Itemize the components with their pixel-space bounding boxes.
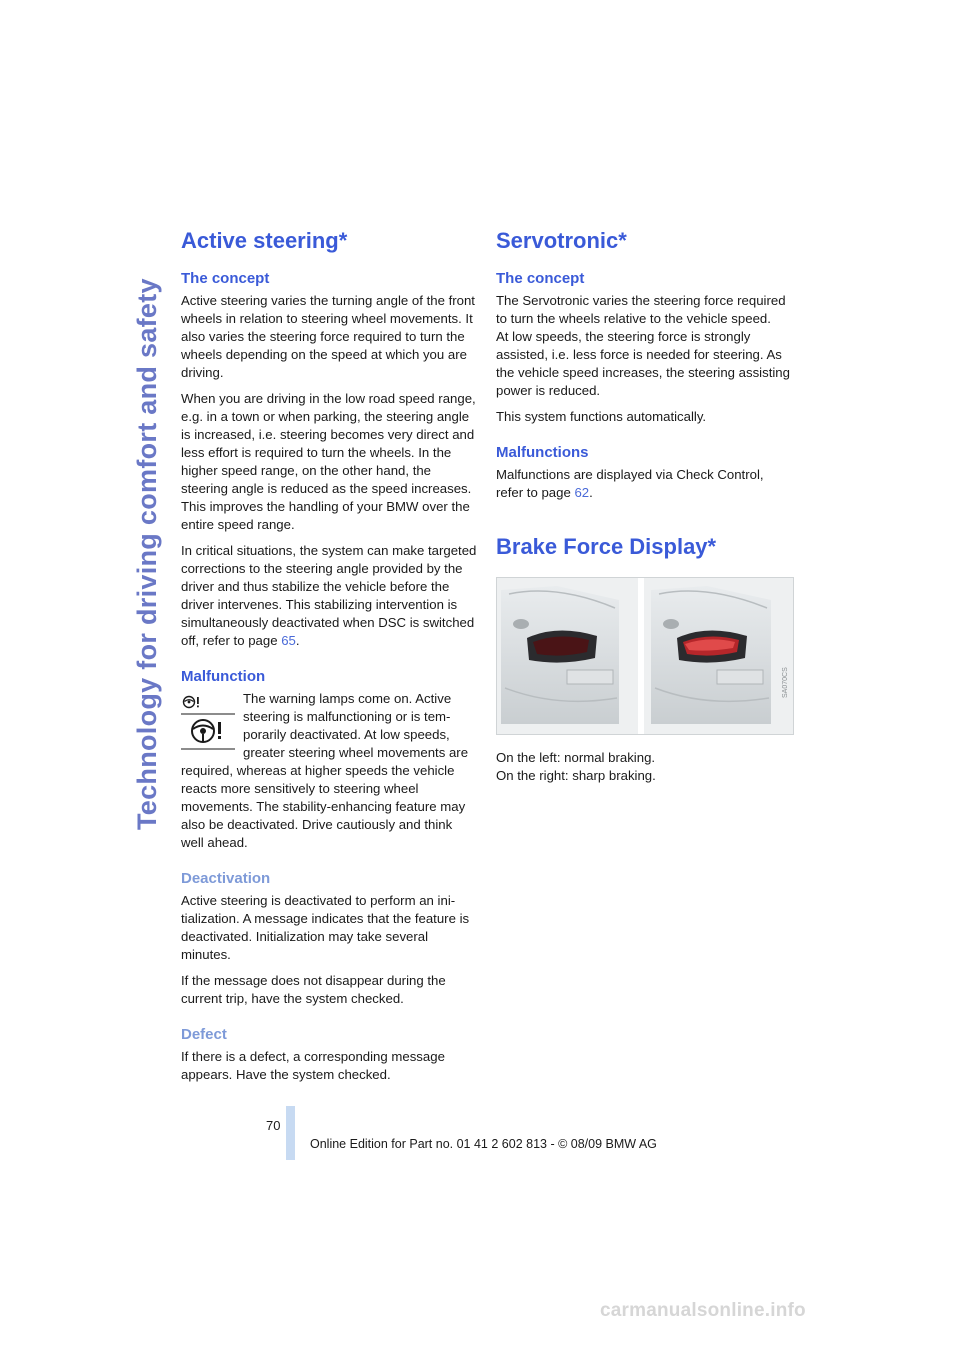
warning-lamps-icon	[181, 694, 235, 750]
active-steering-heading: Active steering*	[181, 228, 348, 253]
footer-edition-text: Online Edition for Part no. 01 41 2 602 813 - © 08/09 BMW AG	[310, 1137, 657, 1151]
malfunction-heading: Malfunction	[181, 668, 266, 686]
active-steering-concept-p3	[181, 542, 477, 650]
malfunctions-text-pre: Malfunctions are displayed via Check Control, refer to page	[496, 467, 764, 501]
page-link-65[interactable]: 65	[281, 633, 296, 649]
concept-p3-end: .	[295, 633, 300, 649]
servotronic-concept-p2: At low speeds, the steering force is strongly assisted, i.e. less force is needed for steering. As the vehicle speed increases, the steering assisting power is reduced.	[496, 329, 790, 399]
active-steering-concept-heading: The concept	[181, 270, 270, 288]
page-link-62[interactable]: 62	[574, 485, 590, 501]
active-steering-concept-p2: When you are driving in the low road speed range, e.g. in a town or when parking, the steering angle is increased, i.e. steering becomes very direct and less effort is required to turn the wheels. In the higher speed range, on the other hand, the steering angle is reduced as the speed increases. This improves the handling of your BMW over the entire speed range.	[181, 391, 476, 533]
malfunction-warning-block	[181, 690, 477, 852]
defect-p1: If there is a defect, a corresponding message appears. Have the system checked.	[181, 1049, 445, 1083]
active-steering-concept-p1: Active steering varies the turning angle of the front wheels in relation to steering wheel movements. It also varies the steering force required to turn the wheels depending on the speed at which you are driving.	[181, 293, 475, 381]
brake-lights-photo	[496, 577, 794, 735]
defect-heading: Defect	[181, 1026, 227, 1044]
side-chapter-title	[104, 230, 164, 830]
servotronic-heading: Servotronic*	[496, 228, 627, 253]
right-column	[496, 228, 792, 793]
sharp-braking-car	[651, 586, 771, 724]
malfunctions-text	[496, 466, 792, 502]
page-number: 70	[266, 1118, 281, 1133]
deactivation-heading: Deactivation	[181, 870, 271, 888]
footer-accent-bar	[286, 1106, 295, 1160]
side-chapter-title-text: Technology for driving comfort and safety	[132, 278, 162, 830]
servotronic-concept-p3: This system functions automatically.	[496, 409, 707, 425]
malfunction-text: The warning lamps come on. Active steering is malfunctioning or is temporarily deactivated. At low speeds, greater steering wheel movements are required, whereas at higher speeds the vehicle reacts more sensitively to steering wheel movements. The stability-enhancing feature may also be deactivated. Drive cautiously and think well ahead.	[181, 691, 469, 851]
malfunctions-text-end: .	[589, 485, 593, 501]
image-code: SA070CS	[782, 667, 789, 698]
left-column	[181, 228, 477, 1092]
servotronic-concept-p1: The Servotronic varies the steering force required to turn the wheels relative to the vehicle speed.	[496, 293, 786, 327]
watermark: carmanualsonline.info	[600, 1300, 806, 1321]
deactivation-p2: If the message does not disappear during the current trip, have the system checked.	[181, 973, 446, 1007]
brake-force-display-heading: Brake Force Display*	[496, 534, 717, 560]
caption-sharp-braking: On the right: sharp braking.	[496, 767, 656, 783]
malfunctions-heading: Malfunctions	[496, 444, 589, 462]
deactivation-p1: Active steering is deactivated to perform an initialization. A message indicates that the feature is deactivated. Initialization may take several minutes.	[181, 893, 470, 963]
concept-p3-text: In critical situations, the system can make targeted corrections to the steering angle provided by the driver and thus stabilize the vehicle before the driver intervenes. This stabilizing intervention is simultaneously deactivated when DSC is switched off, refer to page	[181, 543, 477, 649]
servotronic-concept-heading: The concept	[496, 270, 585, 288]
normal-braking-car	[501, 586, 619, 724]
caption-normal-braking: On the left: normal braking.	[496, 749, 656, 765]
